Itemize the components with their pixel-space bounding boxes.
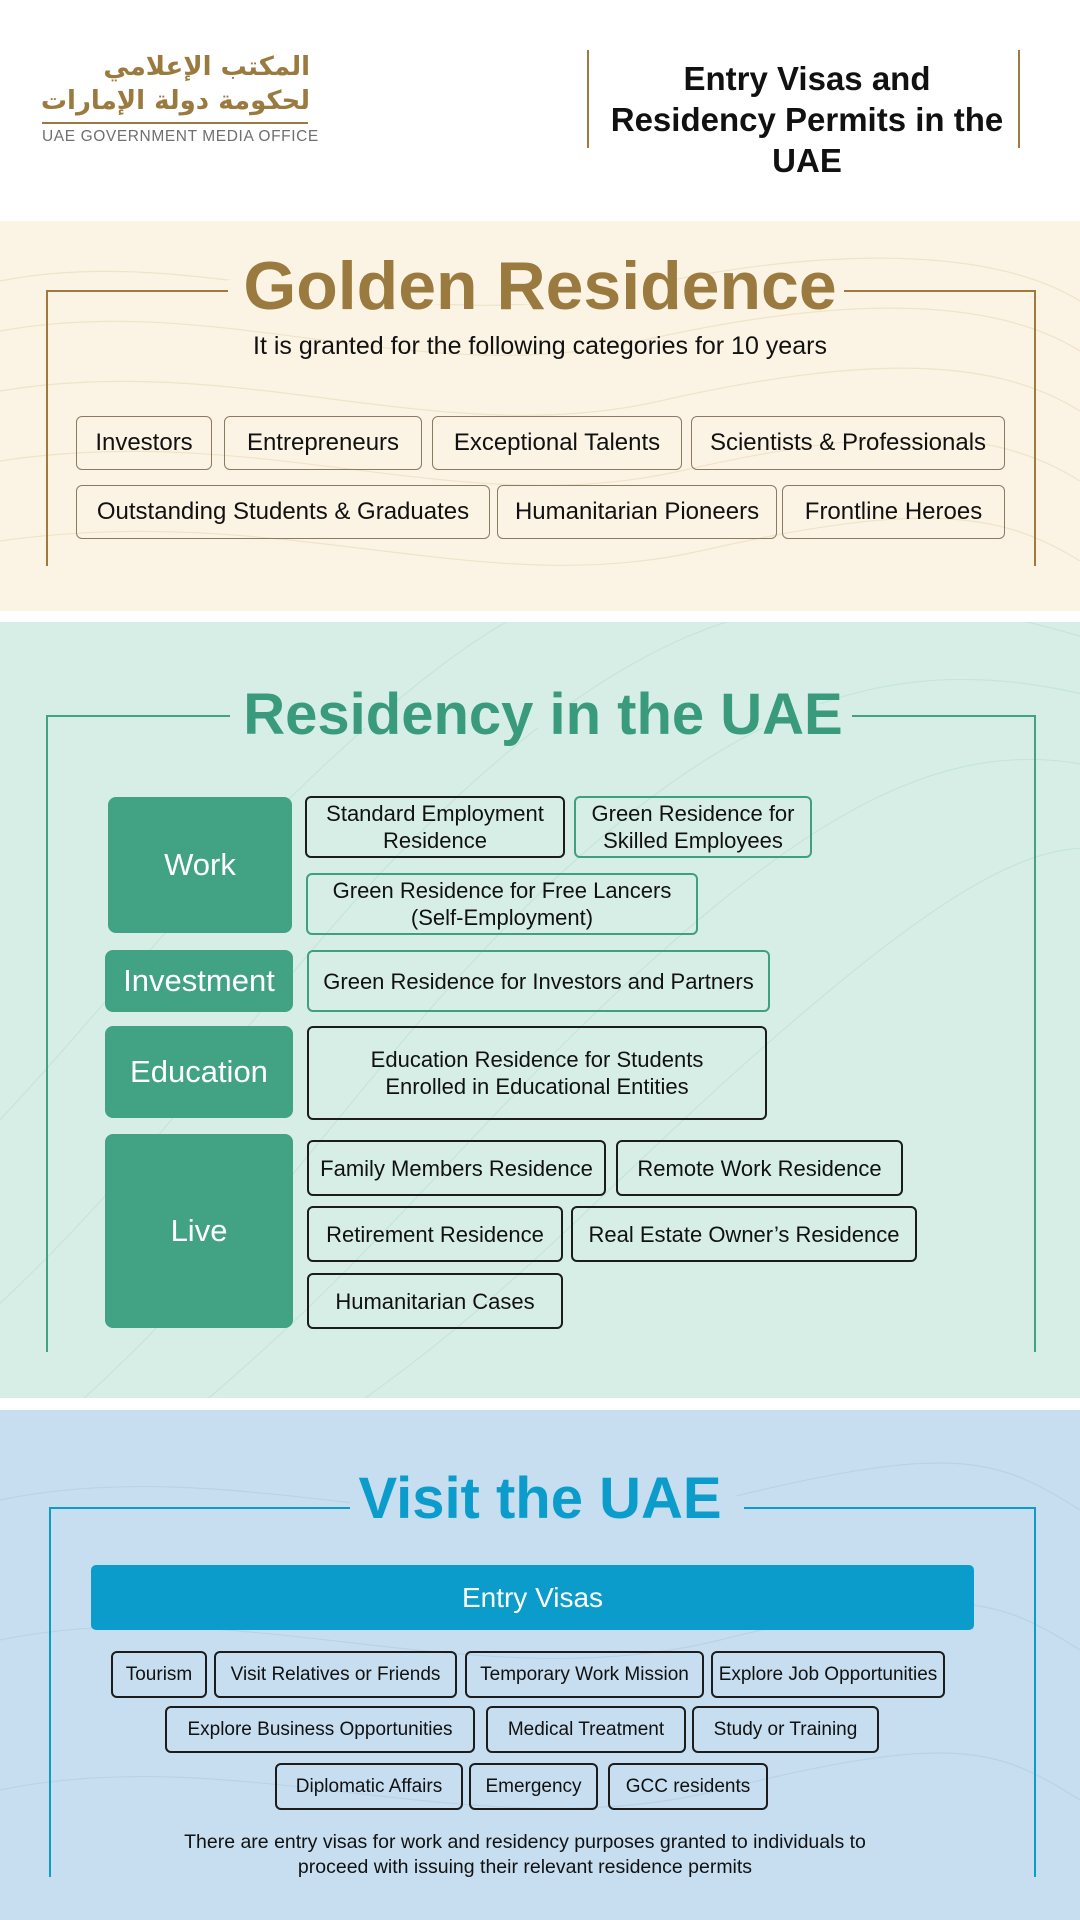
visa-type: Explore Job Opportunities xyxy=(711,1651,945,1698)
entry-visas-banner: Entry Visas xyxy=(91,1565,974,1630)
visit-note: There are entry visas for work and residency purposes granted to individuals to proceed with issuing their relevant residence permits xyxy=(184,1831,866,1878)
residency-item: Retirement Residence xyxy=(307,1206,563,1262)
visa-type: Tourism xyxy=(111,1651,207,1698)
golden-category-exceptional-talents: Exceptional Talents xyxy=(432,416,682,470)
visa-type: Diplomatic Affairs xyxy=(275,1763,463,1810)
header-divider-right xyxy=(1018,50,1020,148)
visa-type: Emergency xyxy=(469,1763,598,1810)
golden-title: Golden Residence xyxy=(243,248,837,324)
residency-title: Residency in the UAE xyxy=(243,682,843,747)
golden-category-students: Outstanding Students & Graduates xyxy=(76,485,490,539)
logo-divider xyxy=(42,122,308,124)
visa-type: Explore Business Opportunities xyxy=(165,1706,475,1753)
residency-item: Humanitarian Cases xyxy=(307,1273,563,1329)
residency-item: Green Residence for Investors and Partners xyxy=(307,950,770,1012)
visa-type: Medical Treatment xyxy=(486,1706,686,1753)
page-title: Entry Visas and Residency Permits in the UAE xyxy=(610,60,1004,179)
visit-title: Visit the UAE xyxy=(358,1466,722,1531)
golden-category-entrepreneurs: Entrepreneurs xyxy=(224,416,422,470)
category-education: Education xyxy=(105,1026,293,1118)
category-investment: Investment xyxy=(105,950,293,1012)
golden-category-frontline: Frontline Heroes xyxy=(782,485,1005,539)
category-work: Work xyxy=(108,797,292,933)
visa-type: Temporary Work Mission xyxy=(465,1651,704,1698)
residency-item: Green Residence for Free Lancers (Self-Employment) xyxy=(306,873,698,935)
residency-item: Remote Work Residence xyxy=(616,1140,903,1196)
visa-type: GCC residents xyxy=(608,1763,768,1810)
logo xyxy=(40,48,319,152)
visa-type: Study or Training xyxy=(692,1706,879,1753)
residency-item: Real Estate Owner’s Residence xyxy=(571,1206,917,1262)
logo-english: UAE GOVERNMENT MEDIA OFFICE xyxy=(42,128,319,145)
residency-item: Green Residence for Skilled Employees xyxy=(574,796,812,858)
category-live: Live xyxy=(105,1134,293,1328)
header-divider-left xyxy=(587,50,589,148)
visa-type: Visit Relatives or Friends xyxy=(214,1651,457,1698)
golden-subtitle: It is granted for the following categories for 10 years xyxy=(253,332,827,360)
logo-arabic-line1: المكتب الإعلامي xyxy=(103,52,310,82)
residency-item: Family Members Residence xyxy=(307,1140,606,1196)
logo-arabic-line2: لحكومة دولة الإمارات xyxy=(40,86,310,116)
residency-item: Standard Employment Residence xyxy=(305,796,565,858)
golden-category-scientists: Scientists & Professionals xyxy=(691,416,1005,470)
residency-item: Education Residence for Students Enrolled in Educational Entities xyxy=(307,1026,767,1120)
golden-category-humanitarian: Humanitarian Pioneers xyxy=(497,485,777,539)
golden-category-investors: Investors xyxy=(76,416,212,470)
